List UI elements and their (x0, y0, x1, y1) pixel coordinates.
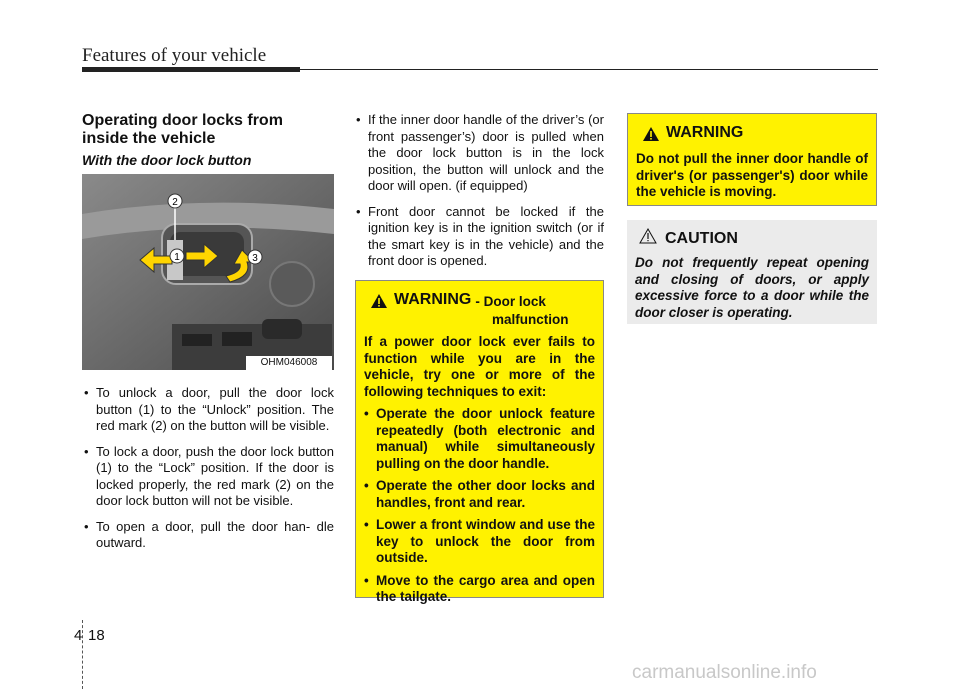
caution-body: Do not frequently repeat opening and closing of doors, or apply excessive force to a door while the door closer is operating. (635, 255, 869, 320)
caution-door-closer (627, 220, 877, 324)
warning-triangle-icon (370, 293, 388, 314)
list-item: • To lock a door, push the door lock button (1) to the “Lock” position. If the door is locked properly, the red mark (2) on the door lock button will not be visible. (84, 444, 334, 510)
image-code-label: OHM046008 (246, 356, 332, 370)
list-item: • Front door cannot be locked if the ignition key is in the ignition switch (or if the smart key is in the vehicle) and the front door is opened. (356, 204, 604, 270)
list-item: • Move to the cargo area and open the tailgate. (364, 573, 595, 606)
caution-title: CAUTION (665, 229, 738, 247)
warning-title: WARNING (666, 124, 744, 141)
instructions-list-col1 (84, 385, 334, 561)
list-item: • Lower a front window and use the key to unlock the door from outside. (364, 517, 595, 567)
header-rule (300, 69, 878, 70)
caution-triangle-icon (639, 228, 657, 249)
door-lock-photo (82, 174, 334, 370)
warning-subtitle-2: malfunction (492, 312, 569, 327)
list-item: • Operate the other door locks and handles, front and rear. (364, 478, 595, 511)
warning-triangle-icon (642, 126, 660, 147)
section-title: Operating door locks from inside the vehicle (82, 112, 283, 147)
page-header-title: Features of your vehicle (82, 45, 267, 66)
watermark: carmanualsonline.info (632, 662, 817, 683)
list-item: • To open a door, pull the door han- dle outward. (84, 519, 334, 552)
warning-subtitle: - Door lock (475, 294, 546, 309)
warning-title: WARNING (394, 291, 472, 308)
callout-3: 3 (252, 253, 258, 264)
warning-body: If a power door lock ever fails to function while you are in the vehicle, try one or more of the following techniques to exit: (364, 334, 595, 399)
footer-section-number: 4 (74, 627, 83, 644)
instructions-list-col2 (356, 112, 604, 279)
footer-page-number: 18 (88, 627, 105, 644)
list-item: • If the inner door handle of the driver’s (or front passenger’s) door is pulled when the door lock button is in the lock position, the button will unlock and the door will open. (if equipped) (356, 112, 604, 195)
callout-2: 2 (172, 197, 178, 208)
list-item: • Operate the door unlock feature repeatedly (both electronic and manual) while simultaneously pulling on the door handle. (364, 406, 595, 472)
header-bar (82, 67, 300, 72)
callout-1: 1 (174, 252, 180, 263)
list-item: • To unlock a door, pull the door lock button (1) to the “Unlock” position. The red mark (2) on the button will be visible. (84, 385, 334, 435)
warning-inner-door-handle (627, 113, 877, 206)
warning-body: Do not pull the inner door handle of driver's (or passenger's) door while the vehicle is moving. (636, 151, 868, 199)
section-subtitle: With the door lock button (82, 152, 252, 168)
warning-door-lock-malfunction (355, 280, 604, 604)
